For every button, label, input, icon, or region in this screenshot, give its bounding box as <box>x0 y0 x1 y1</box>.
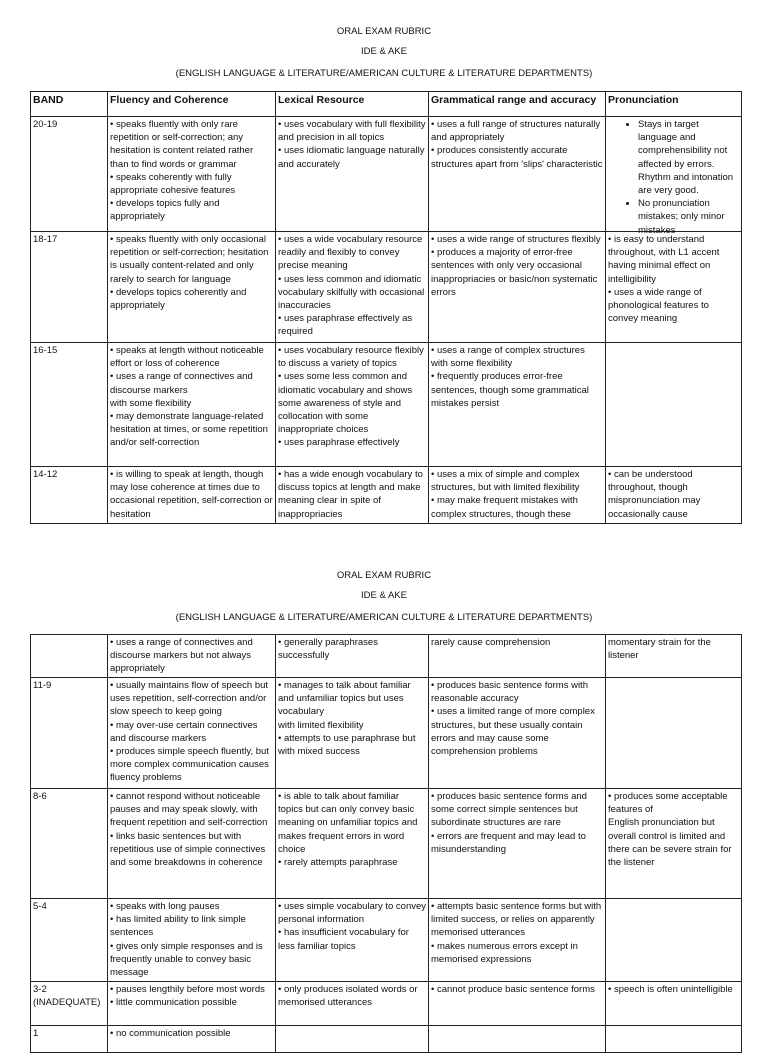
grammar-descriptor: • produces basic sentence forms with reasonable accuracy <box>431 680 591 705</box>
lexical-descriptor: • uses paraphrase effectively <box>278 437 400 449</box>
lexical-cell <box>276 343 429 467</box>
table-row <box>31 117 742 232</box>
pronunciation-descriptor: English pronunciation but overall control is limited and there can be severe strain for the listener <box>608 817 735 869</box>
lexical-cell <box>276 635 429 678</box>
band-value: 8-6 <box>33 791 47 802</box>
pronunciation-cell <box>606 467 742 524</box>
grammar-descriptor: • frequently produces error-free sentences, though some grammatical mistakes persist <box>431 371 592 409</box>
pronunciation-list-item: • Stays in target language and comprehensibility not affected by errors. Rhythm and intonation are very good. <box>638 118 739 197</box>
lexical-cell <box>276 899 429 982</box>
table-row <box>31 789 742 899</box>
pronunciation-cell <box>606 343 742 467</box>
pronunciation-cell <box>606 678 742 789</box>
grammar-descriptor: • produces a majority of error-free sentences with only very occasional inappropriacies or basic/non systematic errors <box>431 247 600 298</box>
lexical-descriptor: • has a wide enough vocabulary to discuss topics at length and make meaning clear in spite of inappropriacies <box>278 469 426 520</box>
fluency-cell <box>108 899 276 982</box>
fluency-descriptor: • speaks fluently with only occasional repetition or self-correction; hesitation is usually content-related and only rarely to search for language <box>110 234 272 285</box>
band-cell <box>31 982 108 1026</box>
pronunciation-cell <box>606 982 742 1026</box>
fluency-descriptor: • develops topics fully and appropriately <box>110 198 223 223</box>
lexical-descriptor: • rarely attempts paraphrase <box>278 857 398 869</box>
pronunciation-descriptor: • speech is often unintelligible <box>608 984 733 995</box>
band-value: 11-9 <box>33 680 52 691</box>
lexical-cell <box>276 678 429 789</box>
band-cell <box>31 117 108 232</box>
grammar-descriptor: • may make frequent mistakes with complex structures, though these <box>431 495 581 520</box>
table-row <box>31 467 742 524</box>
grammar-cell <box>429 899 606 982</box>
grammar-descriptor: • cannot produce basic sentence forms <box>431 984 595 995</box>
fluency-cell <box>108 232 276 343</box>
grammar-descriptor: • errors are frequent and may lead to misunderstanding <box>431 830 589 855</box>
pronunciation-cell <box>606 232 742 343</box>
table-row <box>31 343 742 467</box>
fluency-descriptor: • develops topics coherently and appropriately <box>110 286 250 312</box>
pronunciation-list <box>608 118 739 237</box>
band-value: 3-2 (INADEQUATE) <box>33 984 101 1009</box>
lexical-descriptor: • uses vocabulary with full flexibility and precision in all topics <box>278 119 429 144</box>
fluency-cell <box>108 1026 276 1053</box>
rubric-title-2: ORAL EXAM RUBRIC <box>336 570 432 581</box>
fluency-descriptor: • usually maintains flow of speech but uses repetition, self-correction and/or slow speech to keep going <box>110 680 271 718</box>
fluency-descriptor: • produces simple speech fluently, but more complex communication causes fluency problems <box>110 746 272 784</box>
lexical-descriptor: • is able to talk about familiar topics but can only convey basic meaning on unfamiliar topics and makes frequent errors in word choice <box>278 791 421 855</box>
grammar-descriptor: • uses a wide range of structures flexibly <box>431 234 601 245</box>
fluency-descriptor: • gives only simple responses and is frequently unable to convey basic message <box>110 940 266 979</box>
lexical-descriptor: • attempts to use paraphrase but with mixed success <box>278 732 419 758</box>
fluency-cell <box>108 982 276 1026</box>
band-value: 18-17 <box>33 234 58 245</box>
lexical-descriptor: • manages to talk about familiar and unfamiliar topics but uses vocabulary <box>278 680 414 718</box>
fluency-descriptor: • may demonstrate language-related hesitation at times, or some repetition and/or self-correction <box>110 411 271 449</box>
rubric-subtitle: IDE & AKE <box>361 46 407 57</box>
grammar-cell <box>429 232 606 343</box>
fluency-cell <box>108 117 276 232</box>
rubric-subtitle-2: IDE & AKE <box>361 590 407 601</box>
fluency-descriptor: • pauses lengthily before most words <box>110 984 265 995</box>
pronunciation-cell <box>606 117 742 236</box>
grammar-descriptor: • makes numerous errors except in memorised expressions <box>431 940 581 965</box>
pronunciation-descriptor: • can be understood throughout, though mispronunciation may occasionally cause <box>608 469 704 520</box>
band-cell <box>31 678 108 789</box>
table-row <box>31 899 742 982</box>
lexical-descriptor: • only produces isolated words or memorised utterances <box>278 984 421 1009</box>
lexical-cell <box>276 789 429 899</box>
grammar-cell <box>429 1026 606 1053</box>
column-header-band: BAND <box>31 92 108 117</box>
fluency-descriptor: • speaks coherently with fully appropriate cohesive features <box>110 171 236 197</box>
fluency-descriptor: • speaks with long pauses <box>110 901 220 912</box>
grammar-descriptor: • uses a limited range of more complex structures, but these usually contain errors and may cause some comprehension problems <box>431 706 598 758</box>
fluency-cell <box>108 467 276 524</box>
band-cell <box>31 1026 108 1053</box>
grammar-descriptor: • uses a range of complex structures with some flexibility <box>431 345 588 370</box>
lexical-descriptor: • uses idiomatic language naturally and accurately <box>278 145 428 170</box>
rubric-page-2 <box>0 552 768 1039</box>
band-cell <box>31 343 108 467</box>
rubric-table-page-1 <box>30 91 742 524</box>
pronunciation-cell <box>606 635 742 678</box>
grammar-descriptor: • produces consistently accurate structures apart from 'slips' characteristic <box>431 145 603 170</box>
grammar-cell <box>429 343 606 467</box>
grammar-cell <box>429 789 606 899</box>
fluency-descriptor: • uses a range of connectives and discourse markers but not always appropriately <box>110 637 256 675</box>
pronunciation-list-item: • No pronunciation mistakes; only minor mistakes <box>638 197 739 237</box>
rubric-title: ORAL EXAM RUBRIC <box>336 26 432 37</box>
pronunciation-cell <box>606 789 742 899</box>
fluency-descriptor: • little communication possible <box>110 997 237 1009</box>
lexical-descriptor: with limited flexibility <box>278 719 364 731</box>
grammar-cell <box>429 467 606 524</box>
grammar-descriptor: • attempts basic sentence forms but with limited success, or relies on apparently memorised utterances <box>431 901 604 939</box>
pronunciation-descriptor: momentary strain for the listener <box>608 637 714 662</box>
table-row <box>31 635 742 678</box>
table-row <box>31 982 742 1026</box>
band-value: 1 <box>33 1028 39 1039</box>
pronunciation-descriptor: • produces some acceptable features of <box>608 791 731 816</box>
lexical-descriptor: • has insufficient vocabulary for less familiar topics <box>278 927 412 952</box>
lexical-cell <box>276 117 429 232</box>
lexical-cell <box>276 467 429 524</box>
fluency-descriptor: • cannot respond without noticeable pauses and may speak slowly, with frequent repetition and self-correction <box>110 791 268 829</box>
fluency-descriptor: • speaks at length without noticeable effort or loss of coherence <box>110 345 267 370</box>
lexical-cell <box>276 232 429 343</box>
lexical-descriptor: • generally paraphrases successfully <box>278 637 381 662</box>
column-header-lexical: Lexical Resource <box>276 92 429 117</box>
lexical-descriptor: • uses some less common and idiomatic vocabulary and shows some awareness of style and collocation with some inappropriate choices <box>278 371 415 436</box>
grammar-descriptor: rarely cause comprehension <box>431 637 551 648</box>
pronunciation-cell <box>606 899 742 982</box>
grammar-descriptor: • produces basic sentence forms and some correct simple sentences but subordinate structures are rare <box>431 791 590 829</box>
pronunciation-cell <box>606 1026 742 1053</box>
band-cell <box>31 899 108 982</box>
lexical-descriptor: • uses vocabulary resource flexibly to discuss a variety of topics <box>278 345 427 370</box>
band-cell <box>31 635 108 678</box>
grammar-cell <box>429 982 606 1026</box>
fluency-descriptor: • uses a range of connectives and discourse markers <box>110 371 256 396</box>
lexical-cell <box>276 1026 429 1053</box>
grammar-descriptor: • uses a full range of structures naturally and appropriately <box>431 119 603 144</box>
band-cell <box>31 789 108 899</box>
fluency-descriptor: • no communication possible <box>110 1028 231 1039</box>
fluency-descriptor: • speaks fluently with only rare repetition or self-correction; any hesitation is content related rather than to find words or grammar <box>110 119 256 170</box>
column-header-fluency: Fluency and Coherence <box>108 92 276 117</box>
table-row <box>31 232 742 343</box>
fluency-cell <box>108 635 276 678</box>
lexical-descriptor: • uses less common and idiomatic vocabulary skilfully with occasional inaccuracies <box>278 273 427 312</box>
pronunciation-descriptor: • uses a wide range of phonological features to convey meaning <box>608 286 712 325</box>
grammar-cell <box>429 117 606 232</box>
table-row <box>31 678 742 789</box>
band-cell <box>31 232 108 343</box>
grammar-cell <box>429 635 606 678</box>
band-value: 16-15 <box>33 345 58 356</box>
fluency-cell <box>108 789 276 899</box>
fluency-cell <box>108 678 276 789</box>
fluency-descriptor: • is willing to speak at length, though may lose coherence at times due to occasional repetition, self-correction or hesitation <box>110 469 276 520</box>
table-row <box>31 1026 742 1053</box>
pronunciation-descriptor: • is easy to understand throughout, with L1 accent having minimal effect on intelligibility <box>608 234 723 285</box>
fluency-descriptor: • links basic sentences but with repetitious use of simple connectives and some breakdowns in coherence <box>110 830 268 869</box>
fluency-descriptor: with some flexibility <box>110 397 192 409</box>
rubric-departments-2: (ENGLISH LANGUAGE & LITERATURE/AMERICAN CULTURE & LITERATURE DEPARTMENTS) <box>175 612 593 623</box>
table-header-row <box>31 92 742 117</box>
fluency-descriptor: • may over-use certain connectives and discourse markers <box>110 719 261 744</box>
fluency-cell <box>108 343 276 467</box>
grammar-descriptor: • uses a mix of simple and complex structures, but with limited flexibility <box>431 469 583 494</box>
band-value: 5-4 <box>33 901 47 912</box>
lexical-descriptor: • uses simple vocabulary to convey personal information <box>278 901 429 926</box>
band-value: 14-12 <box>33 469 58 480</box>
rubric-table-page-2 <box>30 634 742 1053</box>
lexical-descriptor: • uses paraphrase effectively as required <box>278 313 415 338</box>
column-header-pronunciation: Pronunciation <box>606 92 742 117</box>
lexical-cell <box>276 982 429 1026</box>
band-cell <box>31 467 108 524</box>
rubric-departments: (ENGLISH LANGUAGE & LITERATURE/AMERICAN CULTURE & LITERATURE DEPARTMENTS) <box>175 68 593 79</box>
column-header-grammar: Grammatical range and accuracy <box>429 92 606 117</box>
grammar-cell <box>429 678 606 789</box>
band-value: 20-19 <box>33 119 58 130</box>
fluency-descriptor: • has limited ability to link simple sentences <box>110 914 249 939</box>
lexical-descriptor: • uses a wide vocabulary resource readily and flexibly to convey precise meaning <box>278 234 425 272</box>
